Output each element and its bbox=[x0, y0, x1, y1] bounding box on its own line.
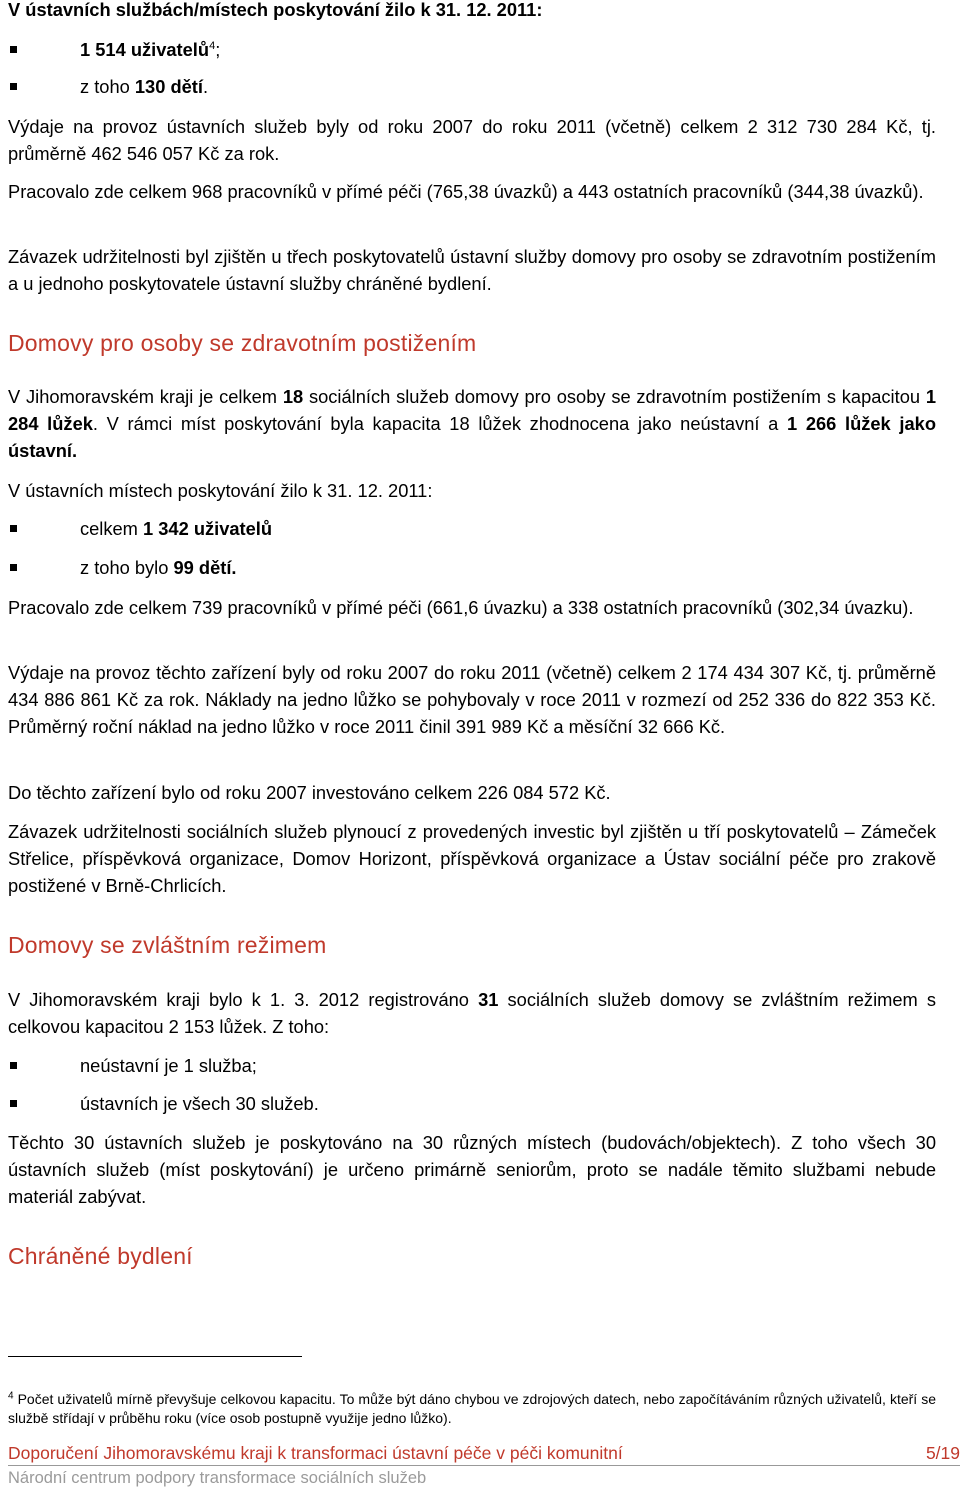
bullet-square-icon bbox=[10, 46, 17, 53]
disabled-paragraph-residents: V ústavních místech poskytování žilo k 31. 12. 2011: bbox=[8, 480, 433, 501]
intro-paragraph-sustainability: Závazek udržitelnosti byl zjištěn u třech poskytovatelů ústavní služby domovy pro osoby se zdravotním postižením a u jednoho poskytovatele ústavní služby chráněné bydlení. bbox=[8, 246, 936, 294]
intro-heading-line: V ústavních službách/místech poskytování žilo k 31. 12. 2011: bbox=[8, 0, 543, 20]
disabled-paragraph-staff: Pracovalo zde celkem 739 pracovníků v přímé péči (661,6 úvazku) a 338 ostatních pracovníků (302,34 úvazku). bbox=[8, 597, 914, 618]
bullet-square-icon bbox=[10, 1100, 17, 1107]
footnote-divider bbox=[8, 1356, 302, 1357]
special-paragraph-capacity: V Jihomoravském kraji bylo k 1. 3. 2012 registrováno 31 sociálních služeb domovy se zvláštním režimem s celkovou kapacitou 2 153 lůžek. Z toho: bbox=[8, 989, 936, 1037]
intro-paragraph-staff: Pracovalo zde celkem 968 pracovníků v přímé péči (765,38 úvazků) a 443 ostatních pracovníků (344,38 úvazků). bbox=[8, 181, 924, 202]
footer-organization: Národní centrum podpory transformace sociálních služeb bbox=[8, 1469, 427, 1487]
section-heading-sheltered-housing: Chráněné bydlení bbox=[8, 1243, 193, 1269]
disabled-paragraph-capacity: V Jihomoravském kraji je celkem 18 sociálních služeb domovy pro osoby se zdravotním postižením s kapacitou 1 284 lůžek. V rámci míst poskytování byla kapacita 18 lůžek zhodnocena jako neústavní a 1 266 lůžek jako ústavní. bbox=[8, 386, 936, 461]
section-heading-disabled: Domovy pro osoby se zdravotním postižením bbox=[8, 330, 477, 356]
page-number: 5/19 bbox=[925, 1443, 960, 1463]
footnote: $^4$ Počet uživatelů mírně převyšuje celkovou kapacitu. To může být dáno chybou ve zdrojových datech, nebo započítáváním různých uživatelů, kteří se službě střídají v průběhu roku (více osob postupně využije jedno lůžko). bbox=[8, 1390, 936, 1426]
special-paragraph-locations: Těchto 30 ústavních služeb je poskytováno na 30 různých místech (budovách/objektech). Z toho všech 30 ústavních služeb (míst poskytování) je určeno primárně seniorům, proto se nadále těmito službami nebude materiál zabývat. bbox=[8, 1132, 936, 1207]
intro-paragraph-costs: Výdaje na provoz ústavních služeb byly od roku 2007 do roku 2011 (včetně) celkem 2 312 730 284 Kč, tj. průměrně 462 546 057 Kč za rok. bbox=[8, 116, 936, 164]
footer-divider bbox=[8, 1465, 960, 1466]
footer-title: Doporučení Jihomoravskému kraji k transformaci ústavní péče v péči komunitní 5/19 bbox=[8, 1443, 960, 1463]
disabled-paragraph-costs: Výdaje na provoz těchto zařízení byly od roku 2007 do roku 2011 (včetně) celkem 2 174 434 307 Kč, tj. průměrně 434 886 861 Kč za rok. Náklady na jedno lůžko se pohybovaly v roce 2011 v rozmezí od 252 336 do 822 353 Kč. Průměrný roční náklad na jedno lůžko v roce 2011 činil 391 989 Kč a měsíční 32 666 Kč. bbox=[8, 662, 936, 737]
disabled-paragraph-investment: Do těchto zařízení bylo od roku 2007 investováno celkem 226 084 572 Kč. bbox=[8, 782, 611, 803]
bullet-square-icon bbox=[10, 564, 17, 571]
bullet-square-icon bbox=[10, 1062, 17, 1069]
section-heading-special-regime: Domovy se zvláštním režimem bbox=[8, 932, 327, 958]
bullet-square-icon bbox=[10, 83, 17, 90]
bullet-square-icon bbox=[10, 525, 17, 532]
disabled-paragraph-sustainability: Závazek udržitelnosti sociálních služeb plynoucí z provedených investic byl zjištěn u tří poskytovatelů – Zámeček Střelice, příspěvková organizace, Domov Horizont, příspěvková organizace a Ústav sociální péče pro zrakově postižené v Brně-Chrlicích. bbox=[8, 821, 936, 896]
